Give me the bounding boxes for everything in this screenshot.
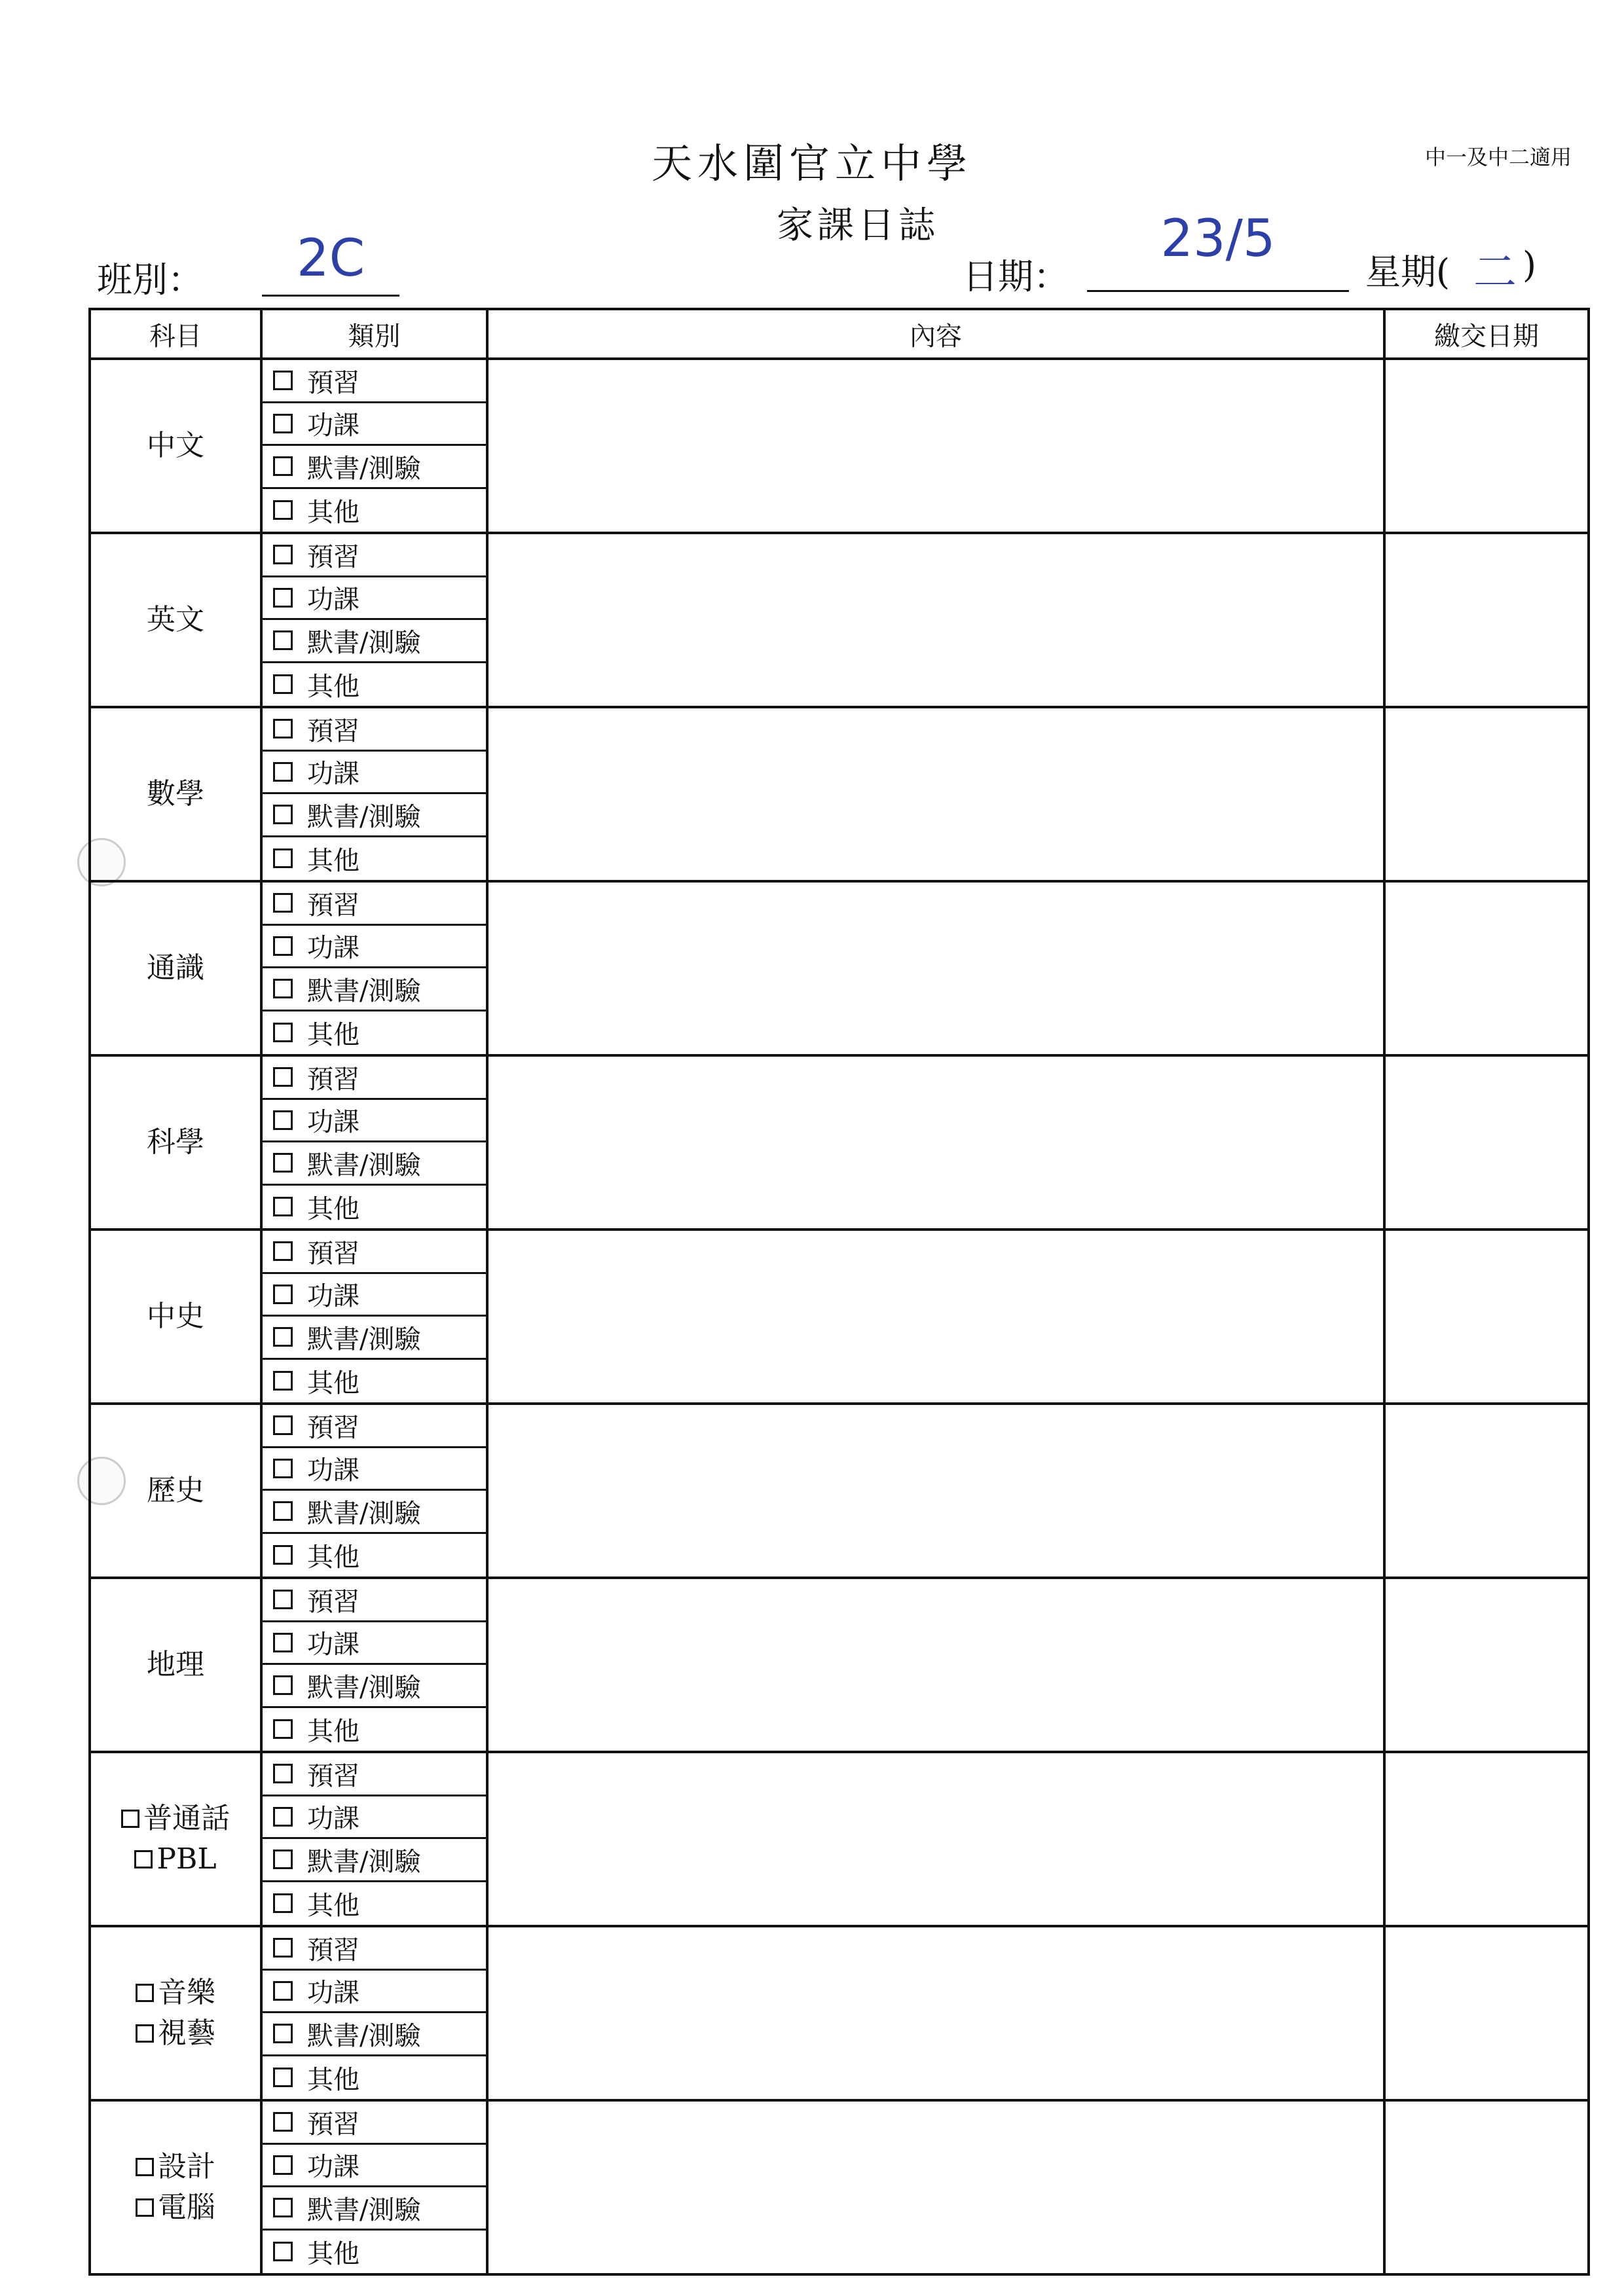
- checkbox-icon[interactable]: [273, 1153, 293, 1173]
- category-label: 功課: [307, 1630, 360, 1660]
- category-cell: [263, 2102, 489, 2273]
- category-label: 默書/測驗: [307, 453, 421, 484]
- checkbox-icon[interactable]: [273, 1764, 293, 1783]
- category-option[interactable]: [263, 620, 486, 663]
- checkbox-icon[interactable]: [273, 1807, 293, 1827]
- col-header-category: 類別: [263, 310, 489, 357]
- category-option[interactable]: [263, 489, 486, 532]
- category-label: 默書/測驗: [307, 1150, 421, 1180]
- checkbox-icon[interactable]: [273, 1371, 293, 1391]
- category-label: 默書/測驗: [307, 2195, 421, 2225]
- checkbox-icon[interactable]: [273, 674, 293, 694]
- content-cell[interactable]: [489, 2102, 1386, 2273]
- usage-note: 中一及中二適用: [1424, 145, 1572, 170]
- category-label: 功課: [307, 1107, 360, 1138]
- category-label: 預習: [307, 1760, 360, 1791]
- due-date-cell[interactable]: [1386, 1753, 1587, 1925]
- checkbox-icon[interactable]: [273, 1459, 293, 1478]
- subject-line: [147, 948, 204, 989]
- checkbox-icon[interactable]: [273, 1545, 293, 1565]
- category-label: 默書/測驗: [307, 2020, 421, 2051]
- subject-name: 電腦: [158, 2191, 215, 2224]
- checkbox-icon[interactable]: [273, 805, 293, 824]
- content-cell[interactable]: [489, 1231, 1386, 1402]
- checkbox-icon[interactable]: [273, 893, 293, 913]
- content-cell[interactable]: [489, 1057, 1386, 1228]
- subject-cell: [91, 360, 263, 532]
- category-label: 默書/測驗: [307, 1498, 421, 1529]
- due-date-cell[interactable]: [1386, 1057, 1587, 1228]
- subject-line: [147, 1470, 204, 1511]
- weekday-label: 星期(: [1365, 251, 1450, 293]
- category-label: 預習: [307, 541, 360, 572]
- category-label: 功課: [307, 585, 360, 615]
- table-row: [91, 883, 1587, 1057]
- category-label: 其他: [307, 1194, 360, 1224]
- category-label: 預習: [307, 2109, 360, 2140]
- date-value[interactable]: 23/5: [1160, 210, 1276, 268]
- checkbox-icon[interactable]: [273, 1938, 293, 1958]
- category-option[interactable]: [263, 1971, 486, 2014]
- subject-line: [147, 1122, 204, 1163]
- category-label: 其他: [307, 1542, 360, 1573]
- col-header-subject: 科目: [91, 310, 263, 357]
- checkbox-icon[interactable]: [136, 2024, 154, 2043]
- checkbox-icon[interactable]: [273, 1633, 293, 1652]
- subject-name: 視藝: [158, 2016, 215, 2050]
- category-option[interactable]: [263, 794, 486, 837]
- due-date-cell[interactable]: [1386, 708, 1587, 880]
- category-label: 其他: [307, 671, 360, 702]
- checkbox-icon[interactable]: [273, 1023, 293, 1042]
- category-option[interactable]: [263, 1622, 486, 1666]
- category-option[interactable]: [263, 1360, 486, 1403]
- checkbox-icon[interactable]: [273, 2155, 293, 2175]
- category-cell: [263, 360, 489, 532]
- category-label: 默書/測驗: [307, 1846, 421, 1877]
- subject-cell: [91, 1231, 263, 1402]
- category-option[interactable]: [263, 2013, 486, 2056]
- category-option[interactable]: [263, 534, 486, 577]
- due-date-cell[interactable]: [1386, 1231, 1587, 1402]
- checkbox-icon[interactable]: [273, 630, 293, 650]
- checkbox-icon[interactable]: [273, 1719, 293, 1739]
- category-option[interactable]: [263, 1708, 486, 1751]
- category-label: 功課: [307, 410, 360, 441]
- checkbox-icon[interactable]: [273, 545, 293, 564]
- date-underline: [1087, 290, 1349, 292]
- checkbox-icon[interactable]: [273, 500, 293, 520]
- checkbox-icon[interactable]: [273, 2242, 293, 2261]
- category-label: 其他: [307, 497, 360, 528]
- checkbox-icon[interactable]: [121, 1810, 139, 1828]
- subject-name: PBL: [157, 1842, 217, 1876]
- weekday-value[interactable]: 二: [1473, 247, 1517, 297]
- category-option[interactable]: [263, 752, 486, 795]
- subject-name: 設計: [158, 2150, 215, 2184]
- class-label: 班別：: [97, 259, 203, 301]
- category-option[interactable]: [263, 1100, 486, 1143]
- category-option[interactable]: [263, 403, 486, 446]
- subject-line[interactable]: [136, 2187, 215, 2228]
- checkbox-icon[interactable]: [136, 2198, 154, 2217]
- checkbox-icon[interactable]: [273, 2024, 293, 2043]
- category-cell: [263, 883, 489, 1054]
- category-option[interactable]: [263, 360, 486, 403]
- category-label: 功課: [307, 759, 360, 790]
- checkbox-icon[interactable]: [273, 762, 293, 782]
- category-option[interactable]: [263, 577, 486, 621]
- due-date-cell[interactable]: [1386, 360, 1587, 532]
- subject-name: 數學: [147, 777, 204, 811]
- subject-line[interactable]: [134, 1839, 216, 1880]
- subject-name: 地理: [147, 1648, 204, 1682]
- category-label: 功課: [307, 1281, 360, 1312]
- checkbox-icon[interactable]: [273, 414, 293, 433]
- content-cell[interactable]: [489, 1579, 1386, 1751]
- checkbox-icon[interactable]: [273, 936, 293, 956]
- category-option[interactable]: [263, 1491, 486, 1534]
- category-option[interactable]: [263, 2056, 486, 2100]
- checkbox-icon[interactable]: [273, 979, 293, 998]
- subject-name: 科學: [147, 1125, 204, 1159]
- checkbox-icon[interactable]: [273, 1241, 293, 1261]
- weekday-close-paren: ): [1522, 244, 1537, 285]
- category-option[interactable]: [263, 1186, 486, 1229]
- checkbox-icon[interactable]: [273, 848, 293, 868]
- subject-cell: [91, 1753, 263, 1925]
- category-cell: [263, 1405, 489, 1576]
- checkbox-icon[interactable]: [273, 1197, 293, 1216]
- category-label: 預習: [307, 1238, 360, 1269]
- subject-cell: [91, 534, 263, 706]
- category-option[interactable]: [263, 1665, 486, 1708]
- subject-name: 普通話: [143, 1802, 230, 1836]
- class-underline: [262, 295, 399, 297]
- category-label: 默書/測驗: [307, 627, 421, 658]
- subject-cell: [91, 2102, 263, 2273]
- category-cell: [263, 708, 489, 880]
- checkbox-icon[interactable]: [273, 371, 293, 390]
- category-option[interactable]: [263, 1927, 486, 1971]
- category-label: 功課: [307, 1978, 360, 2009]
- checkbox-icon[interactable]: [273, 1893, 293, 1913]
- due-date-cell[interactable]: [1386, 1579, 1587, 1751]
- content-cell[interactable]: [489, 360, 1386, 532]
- category-option[interactable]: [263, 1534, 486, 1577]
- content-cell[interactable]: [489, 708, 1386, 880]
- checkbox-icon[interactable]: [273, 588, 293, 608]
- subject-name: 中史: [147, 1300, 204, 1334]
- subject-line[interactable]: [136, 2147, 215, 2187]
- category-option[interactable]: [263, 1882, 486, 1925]
- category-option[interactable]: [263, 1448, 486, 1491]
- table-row: [91, 1927, 1587, 2102]
- checkbox-icon[interactable]: [136, 1984, 154, 2002]
- subject-line[interactable]: [121, 1798, 230, 1839]
- category-option[interactable]: [263, 1839, 486, 1882]
- checkbox-icon[interactable]: [273, 1285, 293, 1304]
- subject-name: 英文: [147, 603, 204, 637]
- category-option[interactable]: [263, 1405, 486, 1448]
- checkbox-icon[interactable]: [273, 1850, 293, 1869]
- category-cell: [263, 534, 489, 706]
- subject-name: 音樂: [158, 1976, 215, 2010]
- subject-cell: [91, 883, 263, 1054]
- table-row: [91, 1753, 1587, 1927]
- subject-cell: [91, 708, 263, 880]
- due-date-cell[interactable]: [1386, 1927, 1587, 2099]
- category-label: 默書/測驗: [307, 1324, 421, 1355]
- checkbox-icon[interactable]: [273, 456, 293, 476]
- subject-cell: [91, 1057, 263, 1228]
- category-label: 預習: [307, 1064, 360, 1095]
- subject-name: 中文: [147, 429, 204, 463]
- checkbox-icon[interactable]: [273, 1067, 293, 1087]
- table-row: [91, 1579, 1587, 1753]
- due-date-cell[interactable]: [1386, 534, 1587, 706]
- subject-cell: [91, 1405, 263, 1576]
- category-option[interactable]: [263, 1142, 486, 1186]
- category-option[interactable]: [263, 1579, 486, 1622]
- checkbox-icon[interactable]: [273, 2068, 293, 2087]
- category-option[interactable]: [263, 2102, 486, 2145]
- table-row: [91, 1405, 1587, 1579]
- checkbox-icon[interactable]: [136, 2158, 154, 2176]
- content-cell[interactable]: [489, 1753, 1386, 1925]
- checkbox-icon[interactable]: [273, 719, 293, 738]
- checkbox-icon[interactable]: [273, 1327, 293, 1347]
- col-header-content: 內容: [489, 310, 1386, 357]
- category-option[interactable]: [263, 1011, 486, 1055]
- due-date-cell[interactable]: [1386, 883, 1587, 1054]
- category-option[interactable]: [263, 1753, 486, 1796]
- category-label: 其他: [307, 1019, 360, 1050]
- category-label: 默書/測驗: [307, 1672, 421, 1703]
- checkbox-icon[interactable]: [273, 1590, 293, 1609]
- subject-line: [147, 600, 204, 640]
- category-option[interactable]: [263, 2187, 486, 2231]
- category-option[interactable]: [263, 2231, 486, 2274]
- category-label: 功課: [307, 2152, 360, 2183]
- category-label: 預習: [307, 716, 360, 746]
- table-row: [91, 360, 1587, 534]
- category-option[interactable]: [263, 1274, 486, 1317]
- category-label: 預習: [307, 1935, 360, 1965]
- category-label: 默書/測驗: [307, 975, 421, 1006]
- category-option[interactable]: [263, 1317, 486, 1360]
- category-cell: [263, 1927, 489, 2099]
- school-name: 天水圍官立中學: [651, 139, 972, 187]
- subject-name: 通識: [147, 951, 204, 985]
- subject-name: 歷史: [147, 1474, 204, 1508]
- category-label: 預習: [307, 890, 360, 920]
- category-label: 預習: [307, 367, 360, 398]
- table-row: [91, 1057, 1587, 1231]
- checkbox-icon[interactable]: [134, 1850, 153, 1868]
- subject-line: [147, 426, 204, 466]
- category-option[interactable]: [263, 837, 486, 881]
- category-option[interactable]: [263, 1057, 486, 1100]
- due-date-cell[interactable]: [1386, 2102, 1587, 2273]
- category-label: 其他: [307, 2064, 360, 2095]
- due-date-cell[interactable]: [1386, 1405, 1587, 1576]
- category-option[interactable]: [263, 663, 486, 706]
- subject-cell: [91, 1579, 263, 1751]
- subject-line: [147, 1645, 204, 1685]
- category-label: 其他: [307, 1890, 360, 1921]
- col-header-due-date: 繳交日期: [1434, 321, 1539, 352]
- table-row: [91, 2102, 1587, 2273]
- category-label: 其他: [307, 1368, 360, 1398]
- checkbox-icon[interactable]: [273, 1110, 293, 1130]
- category-label: 默書/測驗: [307, 801, 421, 832]
- category-label: 預習: [307, 1412, 360, 1443]
- table-row: [91, 1231, 1587, 1405]
- category-label: 功課: [307, 933, 360, 964]
- category-cell: [263, 1057, 489, 1228]
- checkbox-icon[interactable]: [273, 1501, 293, 1521]
- homework-table: [88, 308, 1590, 2276]
- category-option[interactable]: [263, 708, 486, 752]
- category-label: 其他: [307, 845, 360, 876]
- category-option[interactable]: [263, 926, 486, 969]
- table-body: [91, 360, 1587, 2273]
- subject-line[interactable]: [136, 2013, 215, 2054]
- table-row: [91, 708, 1587, 883]
- category-option[interactable]: [263, 883, 486, 926]
- category-option[interactable]: [263, 446, 486, 489]
- category-label: 預習: [307, 1586, 360, 1617]
- category-option[interactable]: [263, 1796, 486, 1840]
- content-cell[interactable]: [489, 1405, 1386, 1576]
- category-cell: [263, 1753, 489, 1925]
- content-cell[interactable]: [489, 1927, 1386, 2099]
- class-value[interactable]: 2C: [296, 229, 365, 288]
- category-option[interactable]: [263, 2145, 486, 2188]
- table-row: [91, 534, 1587, 708]
- table-header: [91, 310, 1587, 360]
- category-option[interactable]: [263, 1231, 486, 1274]
- category-option[interactable]: [263, 968, 486, 1011]
- checkbox-icon[interactable]: [273, 1415, 293, 1435]
- date-label: 日期：: [963, 256, 1069, 297]
- category-cell: [263, 1231, 489, 1402]
- content-cell[interactable]: [489, 534, 1386, 706]
- subject-line[interactable]: [136, 1973, 215, 2013]
- checkbox-icon[interactable]: [273, 1675, 293, 1695]
- category-label: 其他: [307, 2238, 360, 2269]
- category-label: 功課: [307, 1804, 360, 1834]
- form-title: 家課日誌: [777, 204, 939, 247]
- category-label: 其他: [307, 1716, 360, 1747]
- checkbox-icon[interactable]: [273, 1981, 293, 2001]
- subject-line: [147, 774, 204, 814]
- content-cell[interactable]: [489, 883, 1386, 1054]
- checkbox-icon[interactable]: [273, 2112, 293, 2132]
- subject-cell: [91, 1927, 263, 2099]
- checkbox-icon[interactable]: [273, 2198, 293, 2217]
- category-label: 功課: [307, 1455, 360, 1486]
- subject-line: [147, 1296, 204, 1337]
- category-cell: [263, 1579, 489, 1751]
